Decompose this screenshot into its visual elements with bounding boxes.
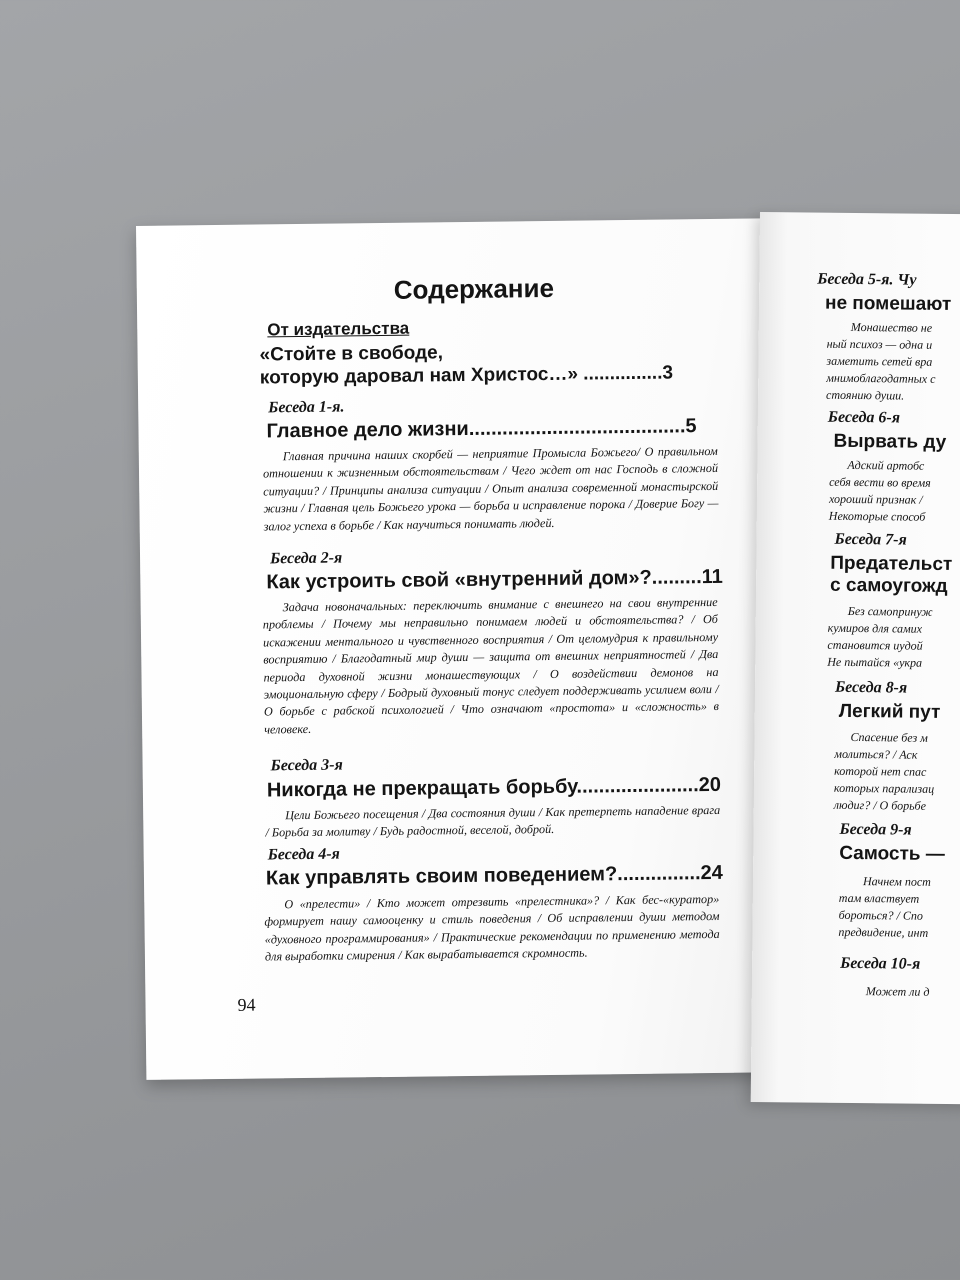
talk-9-desc-2: там властвует bbox=[838, 890, 920, 906]
talk-4-label: Беседа 4-я bbox=[267, 845, 340, 864]
talk-8-desc-1: Спасение без м bbox=[850, 729, 928, 745]
talk-7-desc-1: Без самопринуж bbox=[847, 603, 933, 619]
publisher-note-heading: От издательства bbox=[267, 318, 410, 340]
talk-6-desc-4: Некоторые способ bbox=[828, 508, 926, 524]
left-page bbox=[136, 218, 786, 1080]
talk-9-label: Беседа 9-я bbox=[839, 820, 912, 839]
talk-5-desc-2: ный психоз — одна и bbox=[826, 336, 933, 352]
talk-2-label: Беседа 2-я bbox=[269, 549, 343, 568]
talk-4-title: Как управлять своим поведением?...............24 bbox=[265, 861, 723, 890]
talk-1-title: Главное дело жизни.......................................5 bbox=[266, 415, 697, 443]
talk-9-desc-4: предвидение, инт bbox=[838, 924, 929, 940]
talk-8-desc-2: молиться? / Аск bbox=[834, 746, 918, 762]
talk-8-title: Легкий пут bbox=[838, 700, 941, 723]
talk-7-label: Беседа 7-я bbox=[834, 530, 907, 549]
talk-8-desc-3: которой нет спас bbox=[834, 763, 927, 779]
talk-5-title: не помешают bbox=[824, 292, 952, 316]
talk-9-title: Самость — bbox=[839, 842, 945, 865]
talk-5-desc-3: заметить сетей вра bbox=[826, 353, 933, 369]
talk-1-label: Беседа 1-я. bbox=[268, 398, 345, 417]
talk-7-title-1: Предательст bbox=[830, 552, 953, 576]
talk-6-desc-1: Адский артобс bbox=[847, 457, 925, 473]
talk-5-desc-1: Монашество не bbox=[850, 319, 933, 335]
talk-9-desc-3: бороться? / Спо bbox=[838, 907, 923, 923]
talk-5-desc-5: стоянию души. bbox=[826, 387, 905, 403]
talk-7-desc-4: Не пытайся «укра bbox=[827, 654, 923, 670]
intro-title-line1: «Стойте в свободе, bbox=[259, 342, 444, 366]
talk-10-label: Беседа 10-я bbox=[840, 954, 921, 973]
talk-2-description: Задача новоначальных: переключить внимание с внешнего на свои внутренние проблемы / Почему мы неправильно понимаем людей и обстоятельства? / Об искажении ментального и чувственного восприятия / От целомудрия к правильному восприятию / Благодатный мир души — защита от внешних неприятностей / Два периода духовной жизни монашествующих / О воздействии демонов на эмоциональную сферу / Бодрый духовный тонус следует поддерживать усилием воли / О борьбе с рабской психологией / Что означают «простота» и «сложность» в человеке. bbox=[262, 594, 719, 737]
talk-3-title: Никогда не прекращать борьбу......................20 bbox=[266, 773, 722, 802]
talk-8-desc-4: которых парализац bbox=[833, 780, 935, 796]
talk-2-title: Как устроить свой «внутренний дом»?.........11 bbox=[266, 565, 723, 594]
talk-9-desc-1: Начнем пост bbox=[862, 874, 931, 889]
talk-10-desc-1: Может ли д bbox=[865, 984, 930, 999]
talk-6-desc-2: себя вести во время bbox=[829, 474, 931, 490]
talk-7-desc-3: становится иудой bbox=[827, 637, 923, 653]
talk-6-desc-3: хороший признак / bbox=[828, 491, 923, 507]
talk-3-description: Цели Божьего посещения / Два состояния души / Как претерпеть нападение врага / Борьба за молитву / Будь радостной, веселой, доброй. bbox=[265, 802, 721, 840]
talk-4-description: О «прелести» / Кто может отрезвить «прелестника»? / Как бес-«куратор» формирует нашу самооценку и стиль поведения / Об исправлении души методом «духовного программирования» / Практические рекомендации по применению метода для выработки смирения / Как вырабатывается скромность. bbox=[264, 891, 720, 964]
talk-8-label: Беседа 8-я bbox=[834, 678, 908, 697]
talk-8-desc-5: людиг? / О борьбе bbox=[833, 797, 927, 813]
intro-title-line2: которую даровал нам Христос…» ...............3 bbox=[259, 362, 674, 389]
talk-6-title: Вырвать ду bbox=[833, 430, 947, 453]
talk-3-label: Беседа 3-я bbox=[270, 756, 343, 775]
talk-7-desc-2: кумиров для самих bbox=[827, 620, 923, 636]
page-title: Содержание bbox=[393, 272, 555, 305]
right-page bbox=[751, 212, 960, 1104]
talk-5-label: Беседа 5-я. Чу bbox=[817, 270, 917, 289]
talk-1-description: Главная причина наших скорбей — неприятие Промысла Божьего/ О правильном отношении к жизненным обстоятельствам / Чего ждет от нас Господь в сложной ситуации? / Принципы анализа ситуации / Опыт анализа современной монастырской жизни / Главная цель Божьего урока — борьба и исправление порока / Доверие Богу — залог успеха в борьбе / Как научиться понимать людей. bbox=[262, 443, 719, 534]
talk-7-title-2: с самоугожд bbox=[829, 574, 948, 597]
talk-5-desc-4: мнимоблагодатных с bbox=[826, 370, 936, 386]
page-number: 94 bbox=[237, 994, 256, 1015]
talk-6-label: Беседа 6-я bbox=[827, 408, 901, 427]
